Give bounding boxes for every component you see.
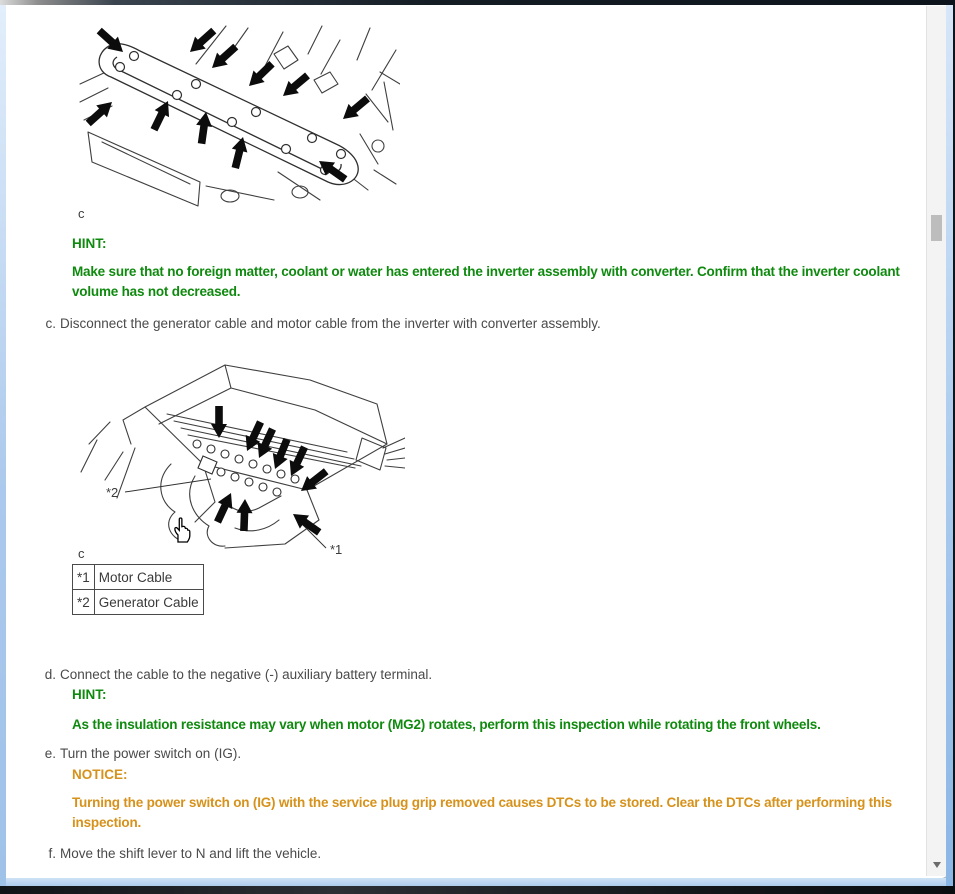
step-letter: e. [44, 746, 56, 761]
step-f [42, 846, 321, 861]
notice-text: Turning the power switch on (IG) with the service plug grip removed causes DTCs to be stored. Clear the DTCs after performing this inspection. [72, 795, 892, 830]
hint-heading: HINT: [72, 687, 107, 702]
callout-motor-cable: *1 [330, 542, 343, 557]
vertical-scrollbar[interactable] [926, 6, 947, 876]
table-row [73, 565, 204, 590]
hint-text: As the insulation resistance may vary when motor (MG2) rotates, perform this inspection while rotating the front wheels. [72, 717, 821, 732]
hint-text: Make sure that no foreign matter, coolant or water has entered the inverter assembly with converter. Confirm that the inverter coolant volume has not decreased. [72, 264, 900, 299]
step-letter: f. [48, 846, 56, 861]
step-letter: c. [45, 316, 56, 331]
window-right-border [946, 5, 955, 886]
figure2-label: c [78, 546, 85, 561]
inverter-cables-figure [75, 352, 405, 552]
hint-heading: HINT: [72, 236, 107, 251]
figure1-label: c [78, 206, 85, 221]
step-text: Move the shift lever to N and lift the vehicle. [60, 846, 322, 861]
notice-heading: NOTICE: [72, 767, 128, 782]
window-left-border [0, 5, 6, 886]
legend-value: Generator Cable [94, 590, 203, 615]
terminal-arrow-icons [210, 406, 331, 539]
scrollbar-thumb[interactable] [931, 215, 942, 241]
step-e [42, 746, 241, 761]
step-text: Connect the cable to the negative (-) auxiliary battery terminal. [60, 667, 433, 682]
step-letter: d. [44, 667, 56, 682]
window-top-edge [0, 0, 955, 5]
window-bottom-border [0, 878, 953, 886]
table-row [73, 590, 204, 615]
scroll-down-icon [933, 862, 941, 868]
bottom-dark-bar [0, 886, 955, 894]
callout-leader-generator [125, 479, 211, 492]
legend-key: *1 [73, 565, 95, 590]
legend-value: Motor Cable [94, 565, 203, 590]
step-text: Turn the power switch on (IG). [60, 746, 242, 761]
legend-key: *2 [73, 590, 95, 615]
scroll-down-button[interactable] [927, 858, 947, 872]
step-c [42, 316, 601, 331]
engine-cover-figure [78, 24, 400, 208]
cable-legend-table [72, 564, 204, 615]
step-d [42, 667, 432, 682]
callout-generator-cable: *2 [106, 485, 119, 500]
step-text: Disconnect the generator cable and motor cable from the inverter with converter assembly. [60, 316, 601, 331]
